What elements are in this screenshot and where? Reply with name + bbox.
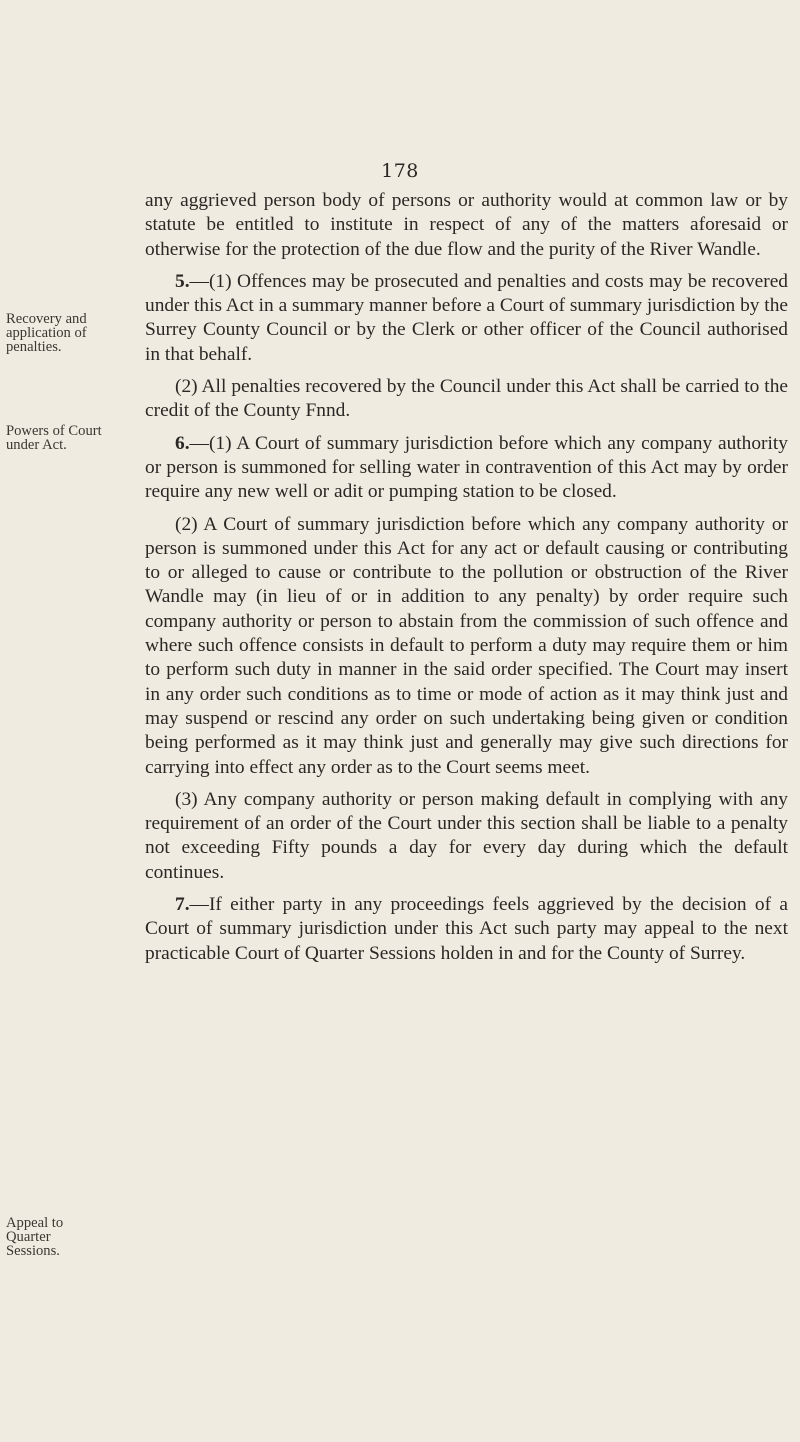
section-text: —(1) Offences may be prosecuted and penalties and costs may be recovered under this Act in a summary manner before a Court of summary jurisdiction by the Surrey County Council or by the Clerk or other officer of the Council authorised in that behalf. — [145, 270, 788, 365]
margin-note-powers-of-court-under-act: Powers of Court under Act. — [6, 423, 102, 453]
page-number: 178 — [381, 160, 419, 182]
section-5-subsection-2: (2) All penalties recovered by the Council under this Act shall be carried to the credit of the County Fnnd. — [145, 376, 788, 422]
section-6-subsection-2: (2) A Court of summary jurisdiction before which any company authority or person is summoned under this Act for any act or default causing or contributing to or alleged to cause or contribute to the pollution or obstruction of the River Wandle may (in lieu of or in addition to any penalty) by order require such company authority or person to abstain from the commission of such offence and where such offence consists in default to perform a duty may require them or him to perform such duty in manner in the said order specified. The Court may insert in any order such conditions as to time or mode of action as it may think just and may suspend or rescind any order on such undertaking being given or condition being performed as it may think just and generally may give such directions for carrying into effect any order as to the Court seems meet. — [145, 513, 788, 778]
section-7 — [145, 893, 788, 966]
section-number: 6. — [175, 432, 190, 454]
section-6-subsection-1 — [145, 432, 788, 505]
section-number: 5. — [175, 270, 190, 292]
section-5-subsection-1 — [145, 270, 788, 367]
margin-note-recovery-and-application-of-penalties: Recovery and application of penalties. — [6, 311, 87, 355]
body-text — [145, 189, 788, 974]
section-6-subsection-3: (3) Any company authority or person making default in complying with any requirement of an order of the Court under this section shall be liable to a penalty not exceeding Fifty pounds a day for every day during which the default continues. — [145, 788, 788, 883]
paragraph-continued: any aggrieved person body of persons or authority would at common law or by statute be entitled to institute in respect of any of the matters aforesaid or otherwise for the protection of the due flow and the purity of the River Wandle. — [145, 190, 788, 260]
section-text: —If either party in any proceedings feels aggrieved by the decision of a Court of summary jurisdiction under this Act such party may appeal to the next practicable Court of Quarter Sessions holden in and for the County of Surrey. — [145, 894, 788, 964]
margin-note-appeal-to-quarter-sessions: Appeal to Quarter Sessions. — [6, 1215, 64, 1259]
section-number: 7. — [175, 894, 190, 916]
section-text: —(1) A Court of summary jurisdiction before which any company authority or person is summoned for selling water in contravention of this Act may by order require any new well or adit or pumping station to be closed. — [145, 432, 788, 503]
